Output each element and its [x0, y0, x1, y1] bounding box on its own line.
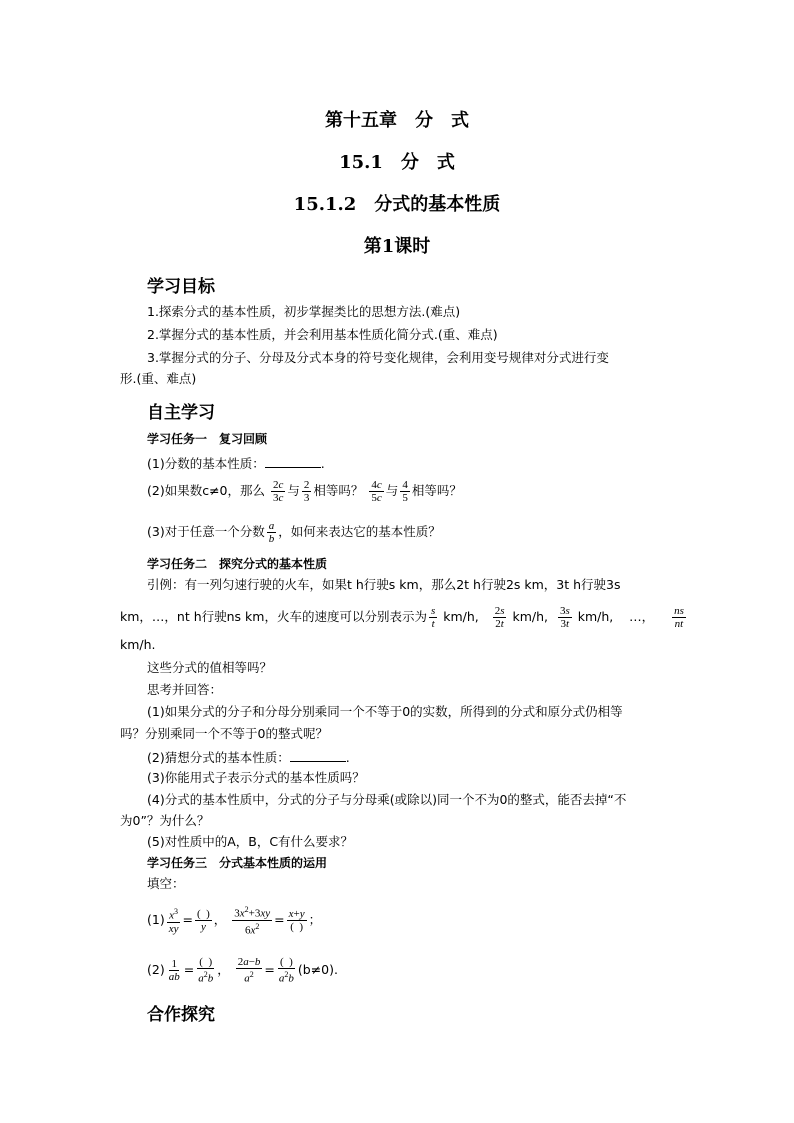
- fraction-4-5: $\frac{4}{5}$: [402, 479, 408, 504]
- task1-q3: (3)对于任意一个分数 $\frac{a}{b}$ ，如何来表达它的基本性质？: [147, 520, 441, 545]
- fraction-2s-2t: $\frac{2s}{2t}$: [494, 605, 505, 630]
- objective-3: 3.掌握分式的分子、分母及分式本身的符号变化规律，会利用变号规律对分式进行变: [147, 350, 609, 365]
- task3-fill: 填空：: [147, 876, 185, 891]
- fraction-blank-y[interactable]: $\frac{( )}{y}$: [196, 908, 210, 933]
- objective-1: 1.探索分式的基本性质，初步掌握类比的思想方法.(难点): [147, 304, 461, 319]
- task3-title: 学习任务三 分式基本性质的运用: [147, 856, 328, 870]
- fraction-xy-blank[interactable]: $\frac{x+y}{( )}$: [288, 908, 305, 933]
- task2-intro: 引例：有一列匀速行驶的火车，如果t h行驶s km，那么2t h行驶2s km，3t h行驶3s: [147, 577, 621, 592]
- fraction-a-b: $\frac{a}{b}$: [268, 520, 275, 545]
- section-title: 15.1 分 式: [339, 152, 455, 173]
- task1-q1: (1)分数的基本性质： .: [147, 456, 325, 471]
- task1-title: 学习任务一 复习回顾: [147, 432, 268, 446]
- task2-p4-cont: 为0”？为什么？: [120, 813, 210, 828]
- fraction-4c-5c: $\frac{4c}{5c}$: [371, 479, 382, 504]
- objectives-heading: 学习目标: [147, 277, 215, 297]
- chapter-title: 第十五章 分 式: [325, 110, 469, 131]
- fraction-ns-nt: $\frac{ns}{nt}$: [674, 605, 684, 630]
- fraction-1-ab: $\frac{1}{ab}$: [168, 958, 180, 983]
- subsection-title: 15.1.2 分式的基本性质: [293, 194, 501, 215]
- task3-exercise-2: (2) $\frac{1}{ab}$ = $\frac{( )}{a^2b}$ ， $\frac{2a-b}{a^2}$ = $\frac{( )}{a^2b}$ (b≠0).: [147, 956, 338, 985]
- task2-think: 思考并回答：: [147, 682, 223, 697]
- fraction-s-t: $\frac{s}{t}$: [430, 605, 436, 630]
- task2-p1: (1)如果分式的分子和分母分别乘同一个不等于0的实数，所得到的分式和原分式仍相等: [147, 704, 623, 719]
- task2-p2: (2)猜想分式的基本性质： .: [147, 750, 350, 765]
- fraction-blank-a2b[interactable]: $\frac{( )}{a^2b}$: [198, 956, 214, 985]
- task2-intro-cont: km，…，nt h行驶ns km，火车的速度可以分别表示为 $\frac{s}{t}$ km/h, $\frac{2s}{2t}$ km/h, $\frac{3s}{3t}$ km/h, …， $\frac{ns}{nt}$: [120, 605, 684, 630]
- task2-q0: 这些分式的值相等吗？: [147, 660, 273, 675]
- self-study-heading: 自主学习: [147, 403, 215, 423]
- task1-q2: (2)如果数c≠0，那么 $\frac{2c}{3c}$ 与 $\frac{2}{3}$ 相等吗？ $\frac{4c}{5c}$ 与 $\frac{4}{5}$ 相等吗？: [147, 479, 462, 504]
- task2-intro-end: km/h.: [120, 637, 156, 652]
- objective-3-cont: 形.(重、难点): [120, 371, 197, 386]
- answer-blank[interactable]: [290, 748, 346, 762]
- fraction-3s-3t: $\frac{3s}{3t}$: [559, 605, 570, 630]
- objective-2: 2.掌握分式的基本性质，并会利用基本性质化简分式.(重、难点): [147, 327, 498, 342]
- fraction-blank-a2b-2[interactable]: $\frac{( )}{a^2b}$: [278, 956, 294, 985]
- fraction-2a-b-a2: $\frac{2a-b}{a^2}$: [237, 956, 261, 985]
- task2-p1-cont: 吗？分别乘同一个不等于0的整式呢？: [120, 726, 328, 741]
- fraction-2c-3c: $\frac{2c}{3c}$: [273, 479, 284, 504]
- fraction-2-3: $\frac{2}{3}$: [303, 479, 310, 504]
- task2-p3: (3)你能用式子表示分式的基本性质吗？: [147, 770, 365, 785]
- cooperative-heading: 合作探究: [147, 1005, 215, 1025]
- task2-p5: (5)对性质中的A，B，C有什么要求？: [147, 834, 354, 849]
- answer-blank[interactable]: [265, 454, 321, 468]
- task3-exercise-1: (1) $\frac{x^3}{xy}$ = $\frac{( )}{y}$ ， $\frac{3x^2+3xy}{6x^2}$ = $\frac{x+y}{( )}$ ；: [147, 905, 322, 937]
- lesson-title: 第1课时: [363, 236, 431, 257]
- fraction-x3-xy: $\frac{x^3}{xy}$: [168, 907, 179, 935]
- fraction-3x2-3xy-6x2: $\frac{3x^2+3xy}{6x^2}$: [234, 905, 271, 937]
- task2-p4: (4)分式的基本性质中，分式的分子与分母乘(或除以)同一个不为0的整式，能否去掉“不: [147, 792, 627, 807]
- task2-title: 学习任务二 探究分式的基本性质: [147, 557, 328, 571]
